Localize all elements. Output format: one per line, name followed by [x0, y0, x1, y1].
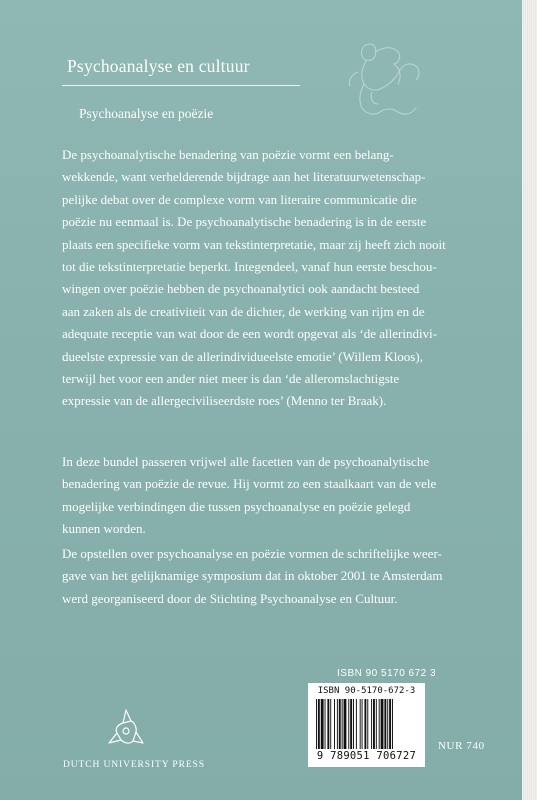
page-edge: [522, 0, 537, 800]
isbn-label: ISBN 90 5170 672 3: [337, 668, 437, 679]
text-line: wekkende, want verhelderende bijdrage aan het literatuurwetenschap-: [62, 169, 426, 185]
blurb-paragraph-1: [62, 144, 472, 413]
text-line: expressie van de allergeciviliseerdste roes’ (Menno ter Braak).: [62, 393, 387, 409]
text-line: dueelste expressie van de allerindividueelste emotie’ (Willem Kloos),: [62, 348, 423, 364]
subtitle: Psychoanalyse en poëzie: [79, 106, 214, 121]
barcode-label: [308, 683, 425, 767]
title-divider: [62, 85, 300, 86]
text-line: werd georganiseerd door de Stichting Psychoanalyse en Cultuur.: [62, 590, 398, 606]
blurb-paragraph-2: [62, 451, 472, 541]
publisher-logo-icon: [103, 707, 149, 751]
text-line: adequate receptie van wat door de een wordt opgevat als ‘de allerindivi-: [62, 326, 438, 342]
text-line: tot die tekstinterpretatie beperkt. Integendeel, vanaf hun eerste beschou-: [62, 259, 437, 275]
text-line: wingen over poëzie hebben de psychoanalytici ook aandacht besteed: [62, 281, 420, 297]
text-line: gave van het gelijknamige symposium dat in oktober 2001 te Amsterdam: [62, 568, 443, 584]
barcode: [316, 699, 418, 749]
publisher-name: DUTCH UNIVERSITY PRESS: [63, 760, 205, 770]
sculpture-figure-icon: [330, 38, 430, 126]
text-line: De psychoanalytische benadering van poëzie vormt een belang-: [62, 147, 394, 162]
text-line: benadering van poëzie de revue. Hij vormt zo een staalkaart van de vele: [62, 476, 437, 492]
text-line: kunnen worden.: [62, 521, 146, 537]
text-line: aan zaken als de creativiteit van de dichter, de werking van rijm en de: [62, 303, 425, 319]
barcode-isbn-text: ISBN 90-5170-672-3: [317, 686, 416, 696]
barcode-digits: 9 789051 706727: [316, 750, 417, 762]
nur-code: NUR 740: [438, 740, 485, 752]
text-line: mogelijke verbindingen die tussen psychoanalyse en poëzie gelegd: [62, 498, 411, 514]
text-line: pelijke debat over de complexe vorm van literaire communicatie die: [62, 191, 417, 207]
text-line: poëzie nu eenmaal is. De psychoanalytische benadering is in de eerste: [62, 214, 427, 230]
blurb-paragraph-3: [62, 543, 472, 610]
series-title: Psychoanalyse en cultuur: [67, 56, 250, 76]
text-line: In deze bundel passeren vrijwel alle facetten van de psychoanalytische: [62, 454, 430, 469]
text-line: De opstellen over psychoanalyse en poëzie vormen de schriftelijke weer-: [62, 546, 442, 561]
text-line: terwijl het voor een ander niet meer is dan ‘de alleromslachtigste: [62, 371, 400, 387]
text-line: plaats een specifieke vorm van tekstinterpretatie, maar zij heeft zich nooit: [62, 236, 446, 252]
